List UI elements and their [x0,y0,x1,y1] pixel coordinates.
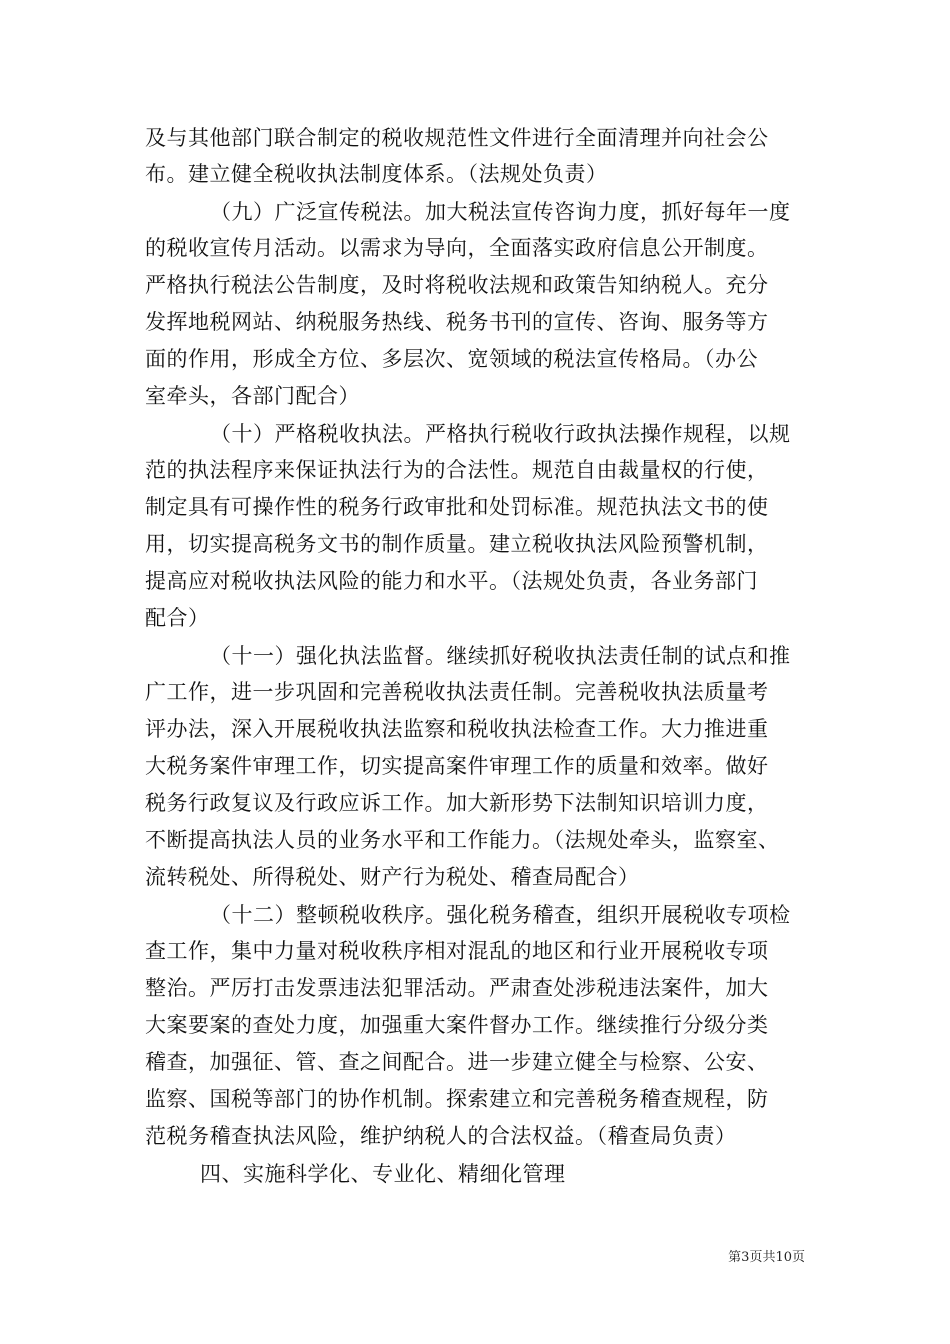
section-heading: 四、实施科学化、专业化、精细化管理 [200,1162,566,1186]
text-line: 范的执法程序来保证执法行为的合法性。规范自由裁量权的行使， [145,458,769,482]
text-line: 不断提高执法人员的业务水平和工作能力。（法规处牵头，监察室、 [145,828,780,852]
text-line: 大案要案的查处力度，加强重大案件督办工作。继续推行分级分类 [145,1013,769,1037]
text-line: 稽查，加强征、管、查之间配合。进一步建立健全与检察、公安、 [145,1050,769,1074]
text-line: 整治。严厉打击发票违法犯罪活动。严肃查处涉税违法案件，加大 [145,976,769,1000]
paragraph-heading-11: （十一）强化执法监督。继续抓好税收执法责任制的试点和推 [210,644,791,668]
text-line: 发挥地税网站、纳税服务热线、税务书刊的宣传、咨询、服务等方 [145,310,769,334]
page-number: 第3页共10页 [728,1250,805,1265]
text-line: 严格执行税法公告制度，及时将税收法规和政策告知纳税人。充分 [145,273,769,297]
paragraph-heading-10: （十）严格税收执法。严格执行税收行政执法操作规程，以规 [210,422,791,446]
text-line: 查工作，集中力量对税收秩序相对混乱的地区和行业开展税收专项 [145,939,769,963]
text-line: 广工作，进一步巩固和完善税收执法责任制。完善税收执法质量考 [145,680,769,704]
text-line: 室牵头，各部门配合） [145,384,360,408]
paragraph-heading-9: （九）广泛宣传税法。加大税法宣传咨询力度，抓好每年一度 [210,200,791,224]
text-line: 范税务稽查执法风险，维护纳税人的合法权益。（稽查局负责） [145,1124,737,1148]
text-line: 大税务案件审理工作，切实提高案件审理工作的质量和效率。做好 [145,754,769,778]
text-line: 配合） [145,606,210,630]
text-line: 税务行政复议及行政应诉工作。加大新形势下法制知识培训力度， [145,791,769,815]
text-line: 布。建立健全税收执法制度体系。（法规处负责） [145,162,608,186]
paragraph-heading-12: （十二）整顿税收秩序。强化税务稽查，组织开展税收专项检 [210,903,791,927]
text-line: 用，切实提高税务文书的制作质量。建立税收执法风险预警机制， [145,532,769,556]
text-line: 流转税处、所得税处、财产行为税处、稽查局配合） [145,865,640,889]
text-line: 及与其他部门联合制定的税收规范性文件进行全面清理并向社会公 [145,126,769,150]
text-line: 评办法，深入开展税收执法监察和税收执法检查工作。大力推进重 [145,717,769,741]
text-line: 监察、国税等部门的协作机制。探索建立和完善税务稽查规程，防 [145,1087,769,1111]
text-line: 面的作用，形成全方位、多层次、宽领域的税法宣传格局。（办公 [145,347,758,371]
text-line: 制定具有可操作性的税务行政审批和处罚标准。规范执法文书的使 [145,495,769,519]
text-line: 提高应对税收执法风险的能力和水平。（法规处负责，各业务部门 [145,569,758,593]
text-line: 的税收宣传月活动。以需求为导向，全面落实政府信息公开制度。 [145,236,769,260]
